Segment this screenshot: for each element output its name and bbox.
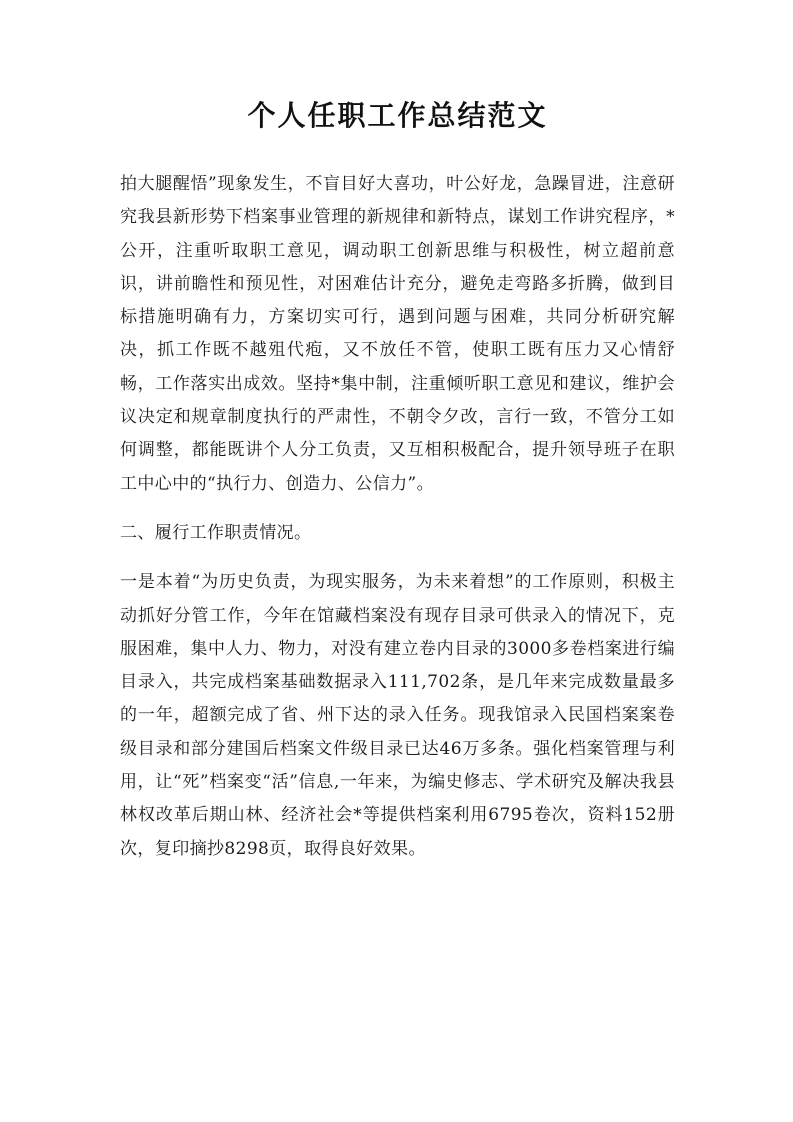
document-title: 个人任职工作总结范文: [247, 99, 548, 132]
body-paragraph-1: 拍大腿醒悟”现象发生，不盲目好大喜功，叶公好龙，急躁冒进，注意研究我县新形势下档案事业管理的新规律和新特点，谋划工作讲究程序，*公开，注重听取职工意见，调动职工创新思维与积极性，树立超前意识，讲前瞻性和预见性，对困难估计充分，避免走弯路多折腾，做到目标措施明确有力，方案切实可行，遇到问题与困难，共同分析研究解决，抓工作既不越殂代疱，又不放任不管，使职工既有压力又心情舒畅，工作落实出成效。坚持*集中制，注重倾听职工意见和建议，维护会议决定和规章制度执行的严肃性，不朝令夕改，言行一致，不管分工如何调整，都能既讲个人分工负责，又互相积极配合，提升领导班子在职工中心中的“执行力、创造力、公信力”。: [120, 174, 675, 494]
section-heading: 二、履行工作职责情况。: [120, 522, 312, 543]
paragraph-spacer: [120, 501, 675, 517]
body-paragraph-2: 一是本着“为历史负责，为现实服务，为未来着想”的工作原则，积极主动抓好分管工作，今年在馆藏档案没有现存目录可供录入的情况下，克服困难，集中人力、物力，对没有建立卷内目录的3000多卷档案进行编目录入，共完成档案基础数据录入111,702条，是几年来完成数量最多的一年，超额完成了省、州下达的录入任务。现我馆录入民国档案案卷级目录和部分建国后档案文件级目录已达46万多条。强化档案管理与利用，让“死”档案变“活”信息,一年来，为编史修志、学术研究及解决我县林权改革后期山林、经济社会*等提供档案利用6795卷次，资料152册次，复印摘抄8298页，取得良好效果。: [120, 572, 675, 859]
paragraph-spacer: [120, 550, 675, 566]
